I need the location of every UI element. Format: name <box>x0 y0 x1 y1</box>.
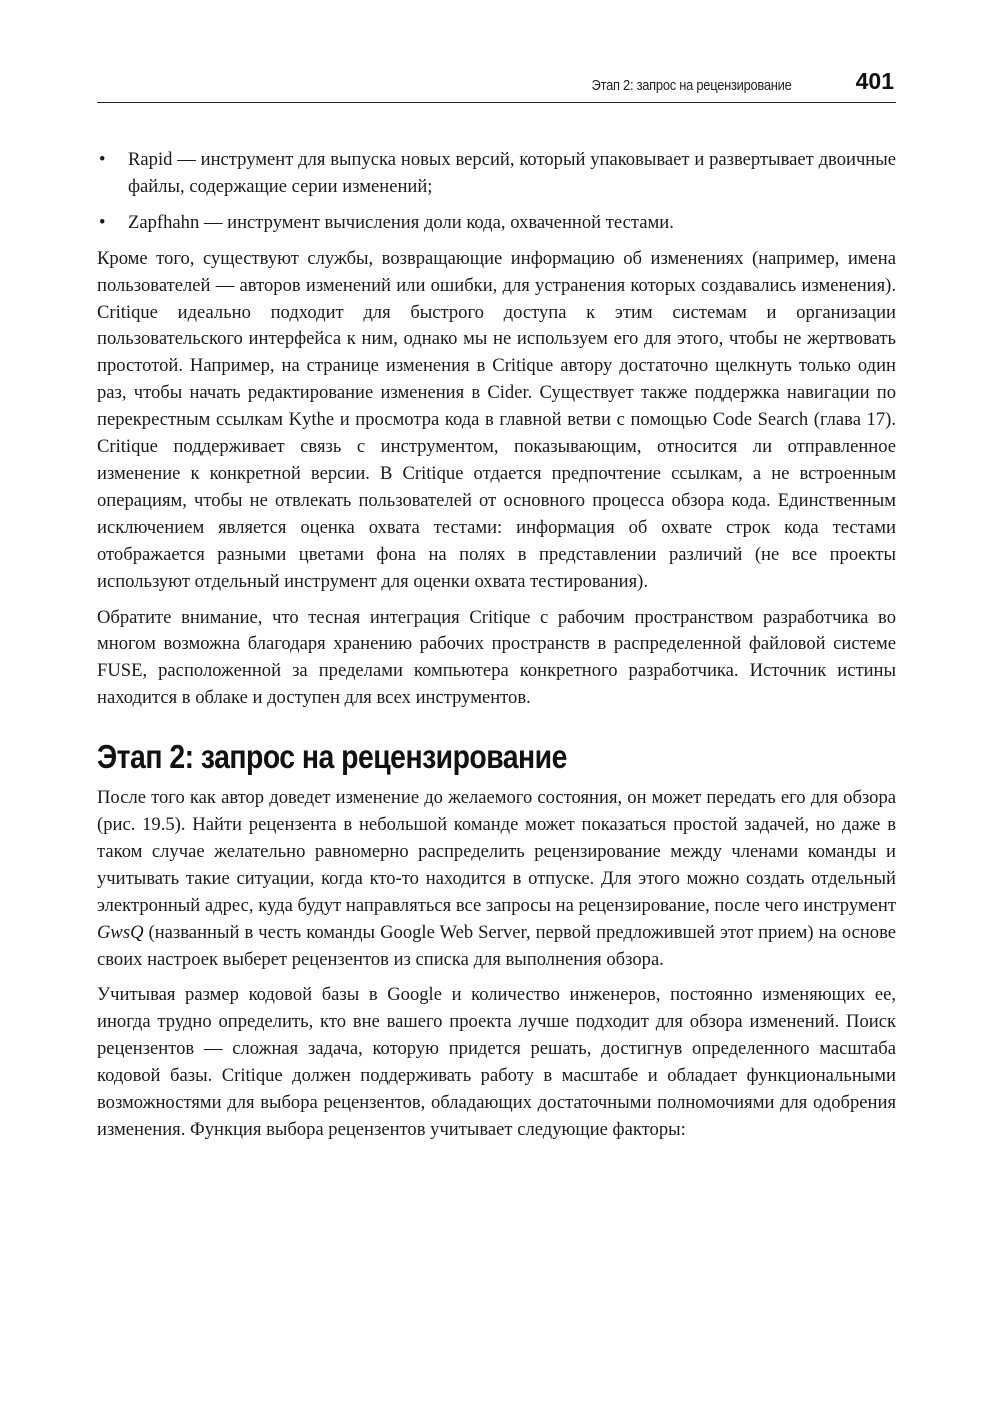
bullet-text: Zapfhahn — инструмент вычисления доли кода, охваченной тестами. <box>128 211 674 233</box>
bullet-marker: • <box>99 149 106 170</box>
paragraph: Кроме того, существуют службы, возвращающие информацию об изменениях (например, имена пользователей — авторов изменений или ошибки, для устранения которых создавались изменения). Critique идеально подходит для быстрого доступа к этим системам и организации пользовательского интерфейса к ним, однако мы не используем его для этого, чтобы не жертвовать простотой. Например, на странице изменения в Critique автору достаточно щелкнуть только один раз, чтобы начать редактирование изменения в Cider. Существует также поддержка навигации по перекрестным ссылкам Kythe и просмотра кода в главной ветви с помощью Code Search (глава 17). Critique поддерживает связь с инструментом, показывающим, относится ли отправленное изменение к конкретной версии. В Critique отдается предпочтение ссылкам, а не встроенным операциям, чтобы не отвлекать пользователей от основного процесса обзора кода. Единственным исключением является оценка охвата тестами: информация об охвате строк кода тестами отображается разными цветами фона на полях в представлении различий (не все проекты используют отдельный инструмент для оценки охвата тестирования). <box>97 247 896 592</box>
paragraph-text: (названный в честь команды Google Web Server, первой предложившей этот прием) на основе своих настроек выберет рецензентов из списка для выполнения обзора. <box>97 921 896 970</box>
section-heading: Этап 2: запрос на рецензирование <box>97 738 567 776</box>
bullet-list <box>97 147 896 237</box>
bullet-text: Rapid — инструмент для выпуска новых версий, который упаковывает и развертывает двоичные файлы, содержащие серии изменений; <box>128 149 896 197</box>
running-title: Этап 2: запрос на рецензирование <box>592 77 792 94</box>
paragraph: Обратите внимание, что тесная интеграция Critique с рабочим пространством разработчика во многом возможна благодаря хранению рабочих пространств в распределенной файловой системе FUSE, расположенной за пределами компьютера конкретного разработчика. Источник истины находится в облаке и доступен для всех инструментов. <box>97 606 896 709</box>
paragraph: Учитывая размер кодовой базы в Google и количество инженеров, постоянно изменяющих ее, иногда трудно определить, кто вне вашего проекта лучше подходит для обзора изменений. Поиск рецензентов — сложная задача, которую придется решать, достигнув определенного масштаба кодовой базы. Critique должен поддерживать работу в масштабе и обладает функциональными возможностями для выбора рецензентов, обладающих достаточными полномочиями для одобрения изменения. Функция выбора рецензентов учитывает следующие факторы: <box>97 984 896 1140</box>
running-header <box>97 68 896 103</box>
page-body <box>97 147 896 1153</box>
tool-name: GwsQ <box>97 921 144 943</box>
bullet-marker: • <box>99 211 106 233</box>
paragraph <box>97 785 896 973</box>
bullet-item <box>97 147 896 201</box>
paragraph-text: После того как автор доведет изменение до желаемого состояния, он может передать его для обзора (рис. 19.5). Найти рецензента в небольшой команде может показаться простой задачей, но даже в таком случае желательно равномерно распределить рецензирование между членами команды и учитывать такие ситуации, когда кто-то находится в отпуске. Для этого можно создать отдельный электронный адрес, куда будут направляться все запросы на рецензирование, после чего инструмент <box>97 787 896 916</box>
bullet-item <box>97 210 896 237</box>
page-number: 401 <box>855 68 894 94</box>
